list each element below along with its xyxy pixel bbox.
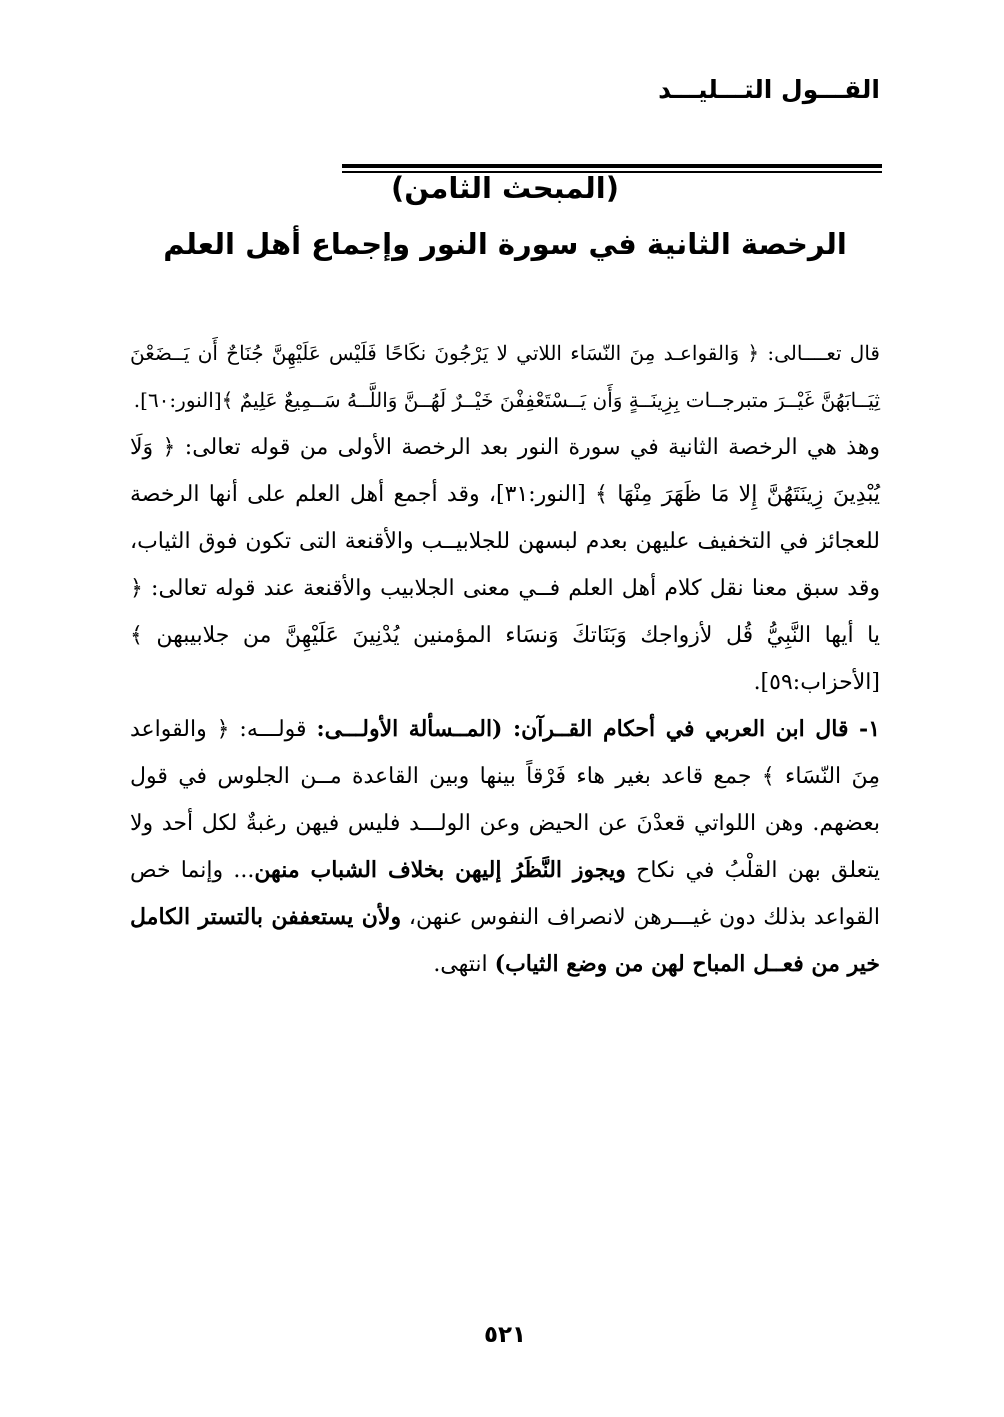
quote-text-e: انتهى.: [433, 952, 495, 977]
quote-text-a: قولـــه: ﴿ والقواعد مِنَ النّسَاء ﴾ جمع قاعد بغير هاء فَرْقاً بينها وبين القاعدة مــن الجلوس في قول بعضهم. وهن اللواتي قعدْنَ عن الحيض وعن الولـــد فليس فيهن رغبةٌ لكل أحد ولا يتعلق بهن القلْبُ في نكاح: [130, 717, 880, 883]
quote-bold-b: ويجوز النَّظَرُ إليهن بخلاف الشباب منهن: [254, 857, 626, 883]
quote-lead: ١- قال ابن العربي في أحكام القــرآن: (المــسألة الأولـــى:: [316, 716, 881, 742]
running-title: القـــول التـــليـــد: [658, 75, 880, 104]
quran-verse-paragraph: قال تعــــالى: ﴿ وَالقواعـد مِنَ النّسَاء اللاتي لا يَرْجُونَ نكَاحًا فَلَيْس عَلَيْهِنَّ جُنَاحٌ أَن يَــضَعْنَ ثِيَــابَهُنَّ غَيْــرَ متبرجــات بِزِينَــةٍ وَأَن يَــسْتَعْفِفْنَ خَيْــرٌ لَهُــنَّ وَاللَّــهُ سَــمِيعٌ عَلِيمٌ ﴾[النور:٦٠].: [130, 341, 880, 412]
ibn-al-arabi-quote: [130, 706, 880, 988]
page-number: ٥٢١: [483, 1322, 527, 1348]
chapter-heading-block: [130, 160, 880, 272]
body-text: [130, 330, 880, 988]
commentary-paragraph: وهذ هي الرخصة الثانية في سورة النور بعد الرخصة الأولى من قوله تعالى: ﴿ وَلَا يُبْدِينَ زِينَتَهُنَّ إِلا مَا ظَهَرَ مِنْهَا ﴾ [النور:٣١]، وقد أجمع أهل العلم على أنها الرخصة للعجائز في التخفيف عليهن بعدم لبسهن للجلابيــب والأقنعة التى تكون فوق الثياب، وقد سبق معنا نقل كلام أهل العلم فــي معنى الجلابيب والأقنعة عند قوله تعالى: ﴿ يا أيها النَّبِيُّ قُل لأزواجك وَبَنَاتكَ وَنسَاء المؤمنين يُدْنِينَ عَلَيْهِنَّ من جلابيبهن ﴾ [الأحزاب:٥٩].: [130, 435, 881, 695]
quote-text-c: ... وإنما خص القواعد بذلك دون غيـــرهن لانصراف النفوس عنهن،: [130, 858, 880, 930]
quote-bold-d: ولأن يستعففن بالتستر الكامل خير من فعــل المباح لهن من وضع الثياب): [130, 904, 880, 977]
page-header: [130, 74, 880, 114]
chapter-title: الرخصة الثانية في سورة النور وإجماع أهل العلم: [163, 227, 847, 261]
chapter-number: (المبحث الثامن): [391, 171, 619, 205]
